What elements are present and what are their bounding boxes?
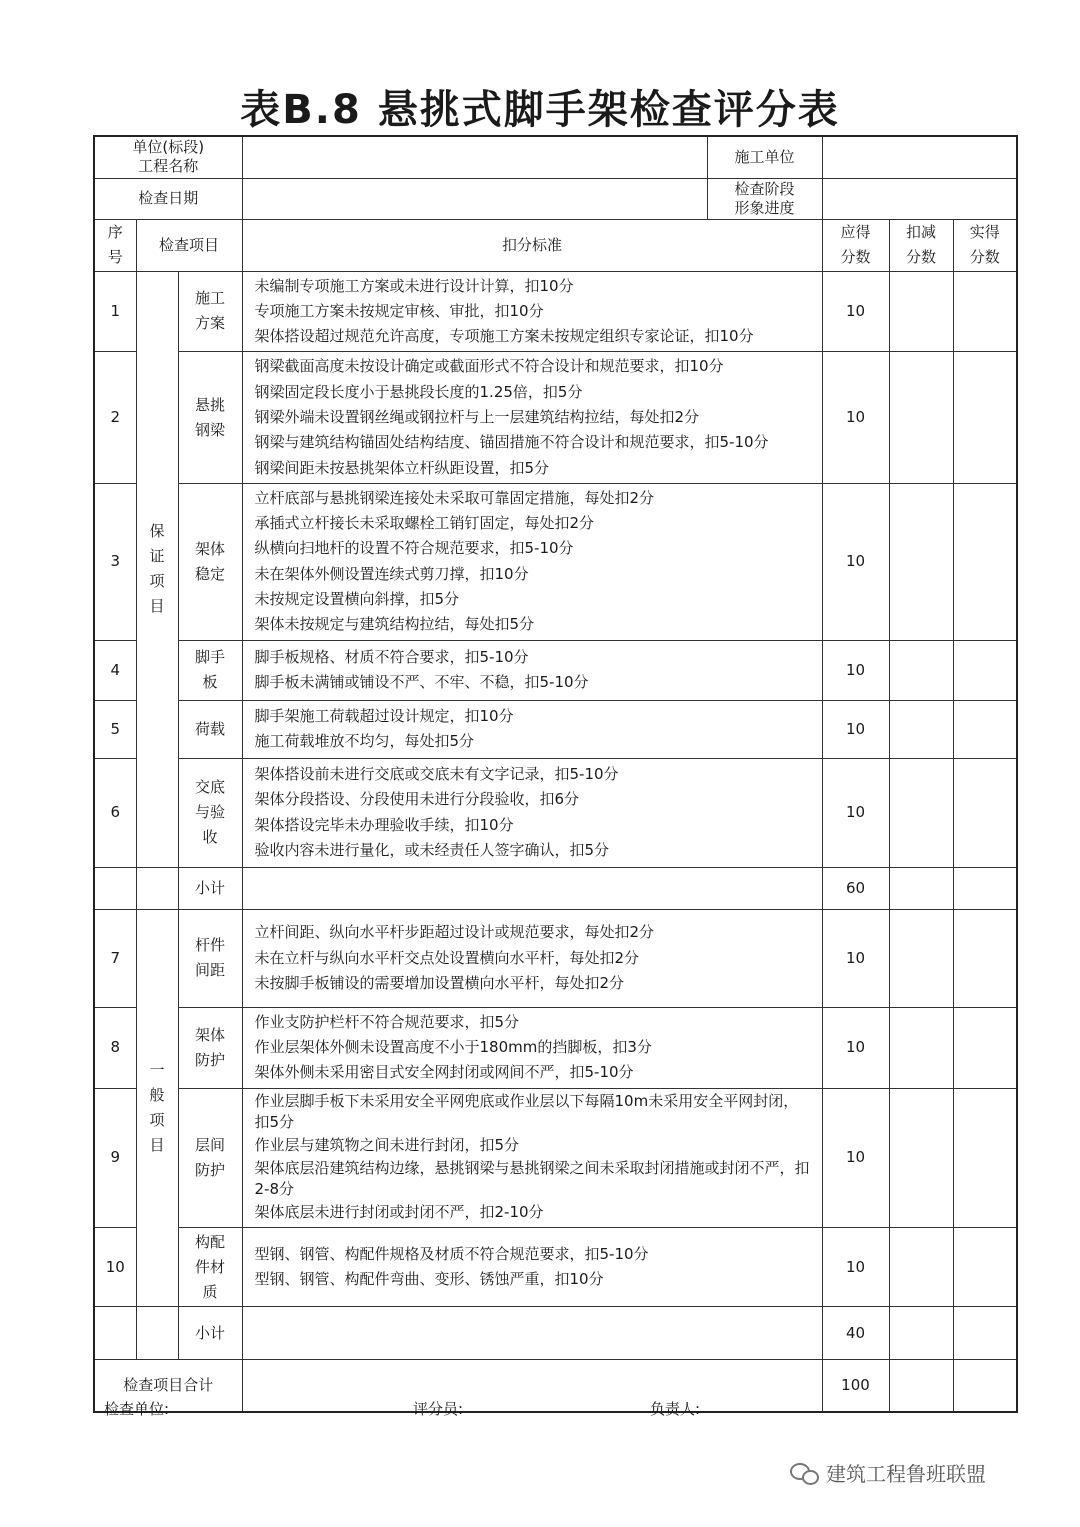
subtotal-score: 60 [822,867,889,909]
criteria-line: 架体未按规定与建筑结构拉结，每处扣5分 [254,615,535,634]
deduction-criteria [242,700,822,758]
deduction-criteria [242,1007,822,1088]
item-number: 4 [94,640,136,700]
criteria-line: 架体外侧未采用密目式安全网封闭或网间不严，扣5-10分 [254,1063,634,1082]
col-due-line2: 分数 [840,248,871,266]
item-name-line: 与验 [194,803,225,822]
subtotal-deduct-cell[interactable] [889,867,953,909]
criteria-line: 型钢、钢管、构配件规格及材质不符合规范要求，扣5-10分 [254,1244,649,1263]
item-name-line: 钢梁 [194,420,225,439]
subtotal-score: 40 [822,1307,889,1360]
subtotal-empty-group [136,1307,178,1360]
item-name-line: 收 [202,828,218,847]
subtotal-label: 小计 [178,867,242,909]
item-name-line: 稳定 [194,564,225,583]
item-number: 2 [94,352,136,483]
item-number: 5 [94,700,136,758]
item-name-line: 架体 [194,1025,225,1044]
group-general-items-char: 项 [149,1110,165,1129]
actual-score-cell[interactable] [953,909,1017,1007]
item-number: 10 [94,1228,136,1307]
criteria-line: 立杆底部与悬挑钢梁连接处未采取可靠固定措施，每处扣2分 [254,488,655,507]
deduction-criteria [242,909,822,1007]
table-row [94,640,1017,700]
watermark [790,1458,986,1487]
table-row [94,909,1017,1007]
criteria-line: 钢梁截面高度未按设计确定或截面形式不符合设计和规范要求，扣10分 [254,357,724,376]
criteria-line: 架体分段搭设、分段使用未进行分段验收，扣6分 [254,790,580,809]
item-name-line: 质 [202,1282,218,1301]
footer-check-unit: 检查单位: [104,1400,170,1418]
group-guarantee-items [136,271,178,867]
group-guarantee-items-char: 项 [149,572,165,591]
criteria-line: 脚手板规格、材质不符合要求，扣5-10分 [254,647,529,666]
item-number: 1 [94,271,136,352]
item-name [178,640,242,700]
criteria-line: 脚手板未满铺或铺设不严、不牢、不稳，扣5-10分 [254,673,589,692]
subtotal-empty-group [136,867,178,909]
footer-rater: 评分员: [413,1400,464,1418]
item-number: 6 [94,758,136,867]
score-table [93,135,1018,1413]
criteria-line: 架体搭设前未进行交底或交底未有文字记录，扣5-10分 [254,765,619,784]
table-row [94,758,1017,867]
criteria-line: 作业层与建筑物之间未进行封闭，扣5分 [254,1135,520,1154]
actual-score-cell[interactable] [953,640,1017,700]
criteria-line: 型钢、钢管、构配件弯曲、变形、锈蚀严重，扣10分 [254,1270,604,1289]
item-name [178,271,242,352]
col-actual-line2: 分数 [969,248,1000,266]
watermark-text: 建筑工程鲁班联盟 [826,1462,986,1486]
col-deduct-line1: 扣减 [905,223,936,241]
header-row-date [94,178,1017,219]
table-row [94,1007,1017,1088]
item-name-line: 构配 [194,1232,225,1251]
col-actual-line1: 实得 [969,223,1000,241]
item-name [178,909,242,1007]
group-guarantee-items-char: 目 [149,597,165,616]
criteria-line: 作业层脚手板下未采用安全平网兜底或作业层以下每隔10m未采用安全平网封闭，扣5分 [254,1091,799,1131]
actual-score-cell[interactable] [953,1228,1017,1307]
col-due [822,219,889,271]
construction-unit-label: 施工单位 [707,136,822,178]
subtotal-empty-criteria [242,867,822,909]
criteria-line: 验收内容未进行量化，或未经责任人签字确认，扣5分 [254,840,610,859]
subtotal-row-guarantee [94,867,1017,909]
check-date-label: 检查日期 [94,178,242,219]
item-name-line: 悬挑 [194,395,225,414]
deduct-score-cell[interactable] [889,1088,953,1228]
deduct-score-cell[interactable] [889,352,953,483]
col-due-line1: 应得 [840,223,871,241]
general-items [94,909,1017,1306]
criteria-line: 未在立杆与纵向水平杆交点处设置横向水平杆，每处扣2分 [254,948,640,967]
deduct-score-cell[interactable] [889,758,953,867]
page-title: 表B.8 悬挑式脚手架检查评分表 [240,87,840,133]
item-name [178,352,242,483]
criteria-line: 专项施工方案未按规定审核、审批，扣10分 [254,301,544,320]
item-name-line: 施工 [194,289,225,308]
group-guarantee-items-char: 证 [149,547,165,566]
item-name-line: 脚手 [194,648,225,667]
item-name-line: 防护 [194,1160,225,1179]
actual-score-cell[interactable] [953,758,1017,867]
item-number: 7 [94,909,136,1007]
header-row-unit [94,136,1017,178]
criteria-line: 未按规定设置横向斜撑，扣5分 [254,590,460,609]
item-name-line: 荷载 [194,719,225,738]
due-score: 10 [822,700,889,758]
subtotal-empty-criteria [242,1307,822,1360]
deduct-score-cell[interactable] [889,909,953,1007]
group-general-items-char: 一 [149,1060,165,1079]
footer-person-in-charge: 负责人: [650,1400,701,1418]
guarantee-items [94,271,1017,867]
total-empty-criteria [242,1360,822,1412]
criteria-line: 架体搭设完毕未办理验收手续，扣10分 [254,815,514,834]
unit-label [94,136,242,178]
stage-label-line1: 检查阶段 [734,179,795,198]
due-score: 10 [822,483,889,640]
item-name [178,700,242,758]
criteria-line: 纵横向扫地杆的设置不符合规范要求，扣5-10分 [254,539,574,558]
criteria-line: 架体底层沿建筑结构边缘，悬挑钢梁与悬挑钢梁之间未采取封闭措施或封闭不严，扣2-8分 [254,1158,810,1198]
criteria-line: 立杆间距、纵向水平杆步距超过设计或规范要求，每处扣2分 [254,923,655,942]
item-name [178,1007,242,1088]
actual-score-cell[interactable] [953,483,1017,640]
table-row [94,700,1017,758]
criteria-line: 作业层架体外侧未设置高度不小于180mm的挡脚板，扣3分 [254,1037,652,1056]
subtotal-actual-cell[interactable] [953,1307,1017,1360]
total-score: 100 [822,1360,889,1412]
column-header-row [94,219,1017,271]
deduction-criteria [242,1228,822,1307]
actual-score-cell[interactable] [953,700,1017,758]
item-name-line: 板 [202,673,218,692]
actual-score-cell[interactable] [953,1088,1017,1228]
table-row [94,483,1017,640]
criteria-line: 钢梁固定段长度小于悬挑段长度的1.25倍，扣5分 [254,382,583,401]
item-name-line: 架体 [194,539,225,558]
wechat-icon [790,1462,818,1484]
deduction-criteria [242,271,822,352]
construction-unit-value[interactable] [822,136,1017,178]
criteria-line: 未按脚手板铺设的需要增加设置横向水平杆，每处扣2分 [254,973,625,992]
item-number: 9 [94,1088,136,1228]
subtotal-row-general [94,1307,1017,1360]
deduction-criteria [242,352,822,483]
actual-score-cell[interactable] [953,1007,1017,1088]
deduct-score-cell[interactable] [889,271,953,352]
criteria-line: 脚手架施工荷载超过设计规定，扣10分 [254,706,514,725]
due-score: 10 [822,909,889,1007]
total-deduct-cell[interactable] [889,1360,953,1412]
criteria-line: 钢梁间距未按悬挑架体立杆纵距设置，扣5分 [254,458,550,477]
stage-label-line2: 形象进度 [734,198,795,217]
item-name-line: 件材 [194,1257,225,1276]
col-seq-line2: 号 [107,248,123,266]
item-name-line: 交底 [194,778,225,797]
criteria-line: 施工荷载堆放不均匀，每处扣5分 [254,732,475,751]
table-row [94,352,1017,483]
deduct-score-cell[interactable] [889,1228,953,1307]
deduction-criteria [242,483,822,640]
criteria-line: 未编制专项施工方案或未进行设计计算，扣10分 [254,276,574,295]
item-name [178,1228,242,1307]
stage-label [707,178,822,219]
col-criteria: 扣分标准 [242,219,822,271]
criteria-line: 架体搭设超过规范允许高度，专项施工方案未按规定组织专家论证，扣10分 [254,327,754,346]
col-deduct [889,219,953,271]
subtotal-empty-seq [94,1307,136,1360]
due-score: 10 [822,640,889,700]
subtotal-label: 小计 [178,1307,242,1360]
criteria-line: 承插式立杆接长未采取螺栓工销钉固定，每处扣2分 [254,514,595,533]
item-name-line: 间距 [194,961,225,980]
table-row [94,271,1017,352]
due-score: 10 [822,1007,889,1088]
item-name [178,1088,242,1228]
total-actual-cell[interactable] [953,1360,1017,1412]
criteria-line: 架体底层未进行封闭或封闭不严，扣2-10分 [254,1202,544,1221]
stage-value[interactable] [822,178,1017,219]
table-row [94,1228,1017,1307]
deduction-criteria [242,758,822,867]
group-guarantee-items-char: 保 [149,522,165,541]
col-seq-line1: 序 [107,223,123,241]
criteria-line: 作业支防护栏杆不符合规范要求，扣5分 [254,1012,520,1031]
deduct-score-cell[interactable] [889,700,953,758]
item-name-line: 方案 [194,314,225,333]
deduction-criteria [242,1088,822,1228]
col-seq [94,219,136,271]
criteria-line: 钢梁与建筑结构锚固处结构结度、锚固措施不符合设计和规范要求，扣5-10分 [254,433,769,452]
due-score: 10 [822,352,889,483]
check-date-value[interactable] [242,178,707,219]
item-number: 3 [94,483,136,640]
criteria-line: 未在架体外侧设置连续式剪刀撑，扣10分 [254,564,529,583]
subtotal-empty-seq [94,867,136,909]
deduct-score-cell[interactable] [889,1007,953,1088]
unit-label-line1: 单位(标段) [132,138,205,157]
group-general-items [136,909,178,1306]
due-score: 10 [822,758,889,867]
item-number: 8 [94,1007,136,1088]
deduct-score-cell[interactable] [889,640,953,700]
subtotal-deduct-cell[interactable] [889,1307,953,1360]
total-row [94,1360,1017,1412]
item-name-line: 防护 [194,1050,225,1069]
item-name-line: 层间 [194,1135,225,1154]
due-score: 10 [822,1088,889,1228]
deduct-score-cell[interactable] [889,483,953,640]
total-label: 检查项目合计 [94,1360,242,1412]
col-actual [953,219,1017,271]
item-name-line: 杆件 [194,936,225,955]
actual-score-cell[interactable] [953,271,1017,352]
subtotal-actual-cell[interactable] [953,867,1017,909]
item-name [178,483,242,640]
criteria-line: 钢梁外端未设置钢丝绳或钢拉杆与上一层建筑结构拉结，每处扣2分 [254,407,700,426]
actual-score-cell[interactable] [953,352,1017,483]
item-name [178,758,242,867]
col-item: 检查项目 [136,219,242,271]
group-general-items-char: 目 [149,1135,165,1154]
due-score: 10 [822,1228,889,1307]
due-score: 10 [822,271,889,352]
unit-label-line2: 工程名称 [138,157,199,176]
table-row [94,1088,1017,1228]
unit-value[interactable] [242,136,707,178]
group-general-items-char: 般 [149,1085,165,1104]
col-deduct-line2: 分数 [905,248,936,266]
deduction-criteria [242,640,822,700]
